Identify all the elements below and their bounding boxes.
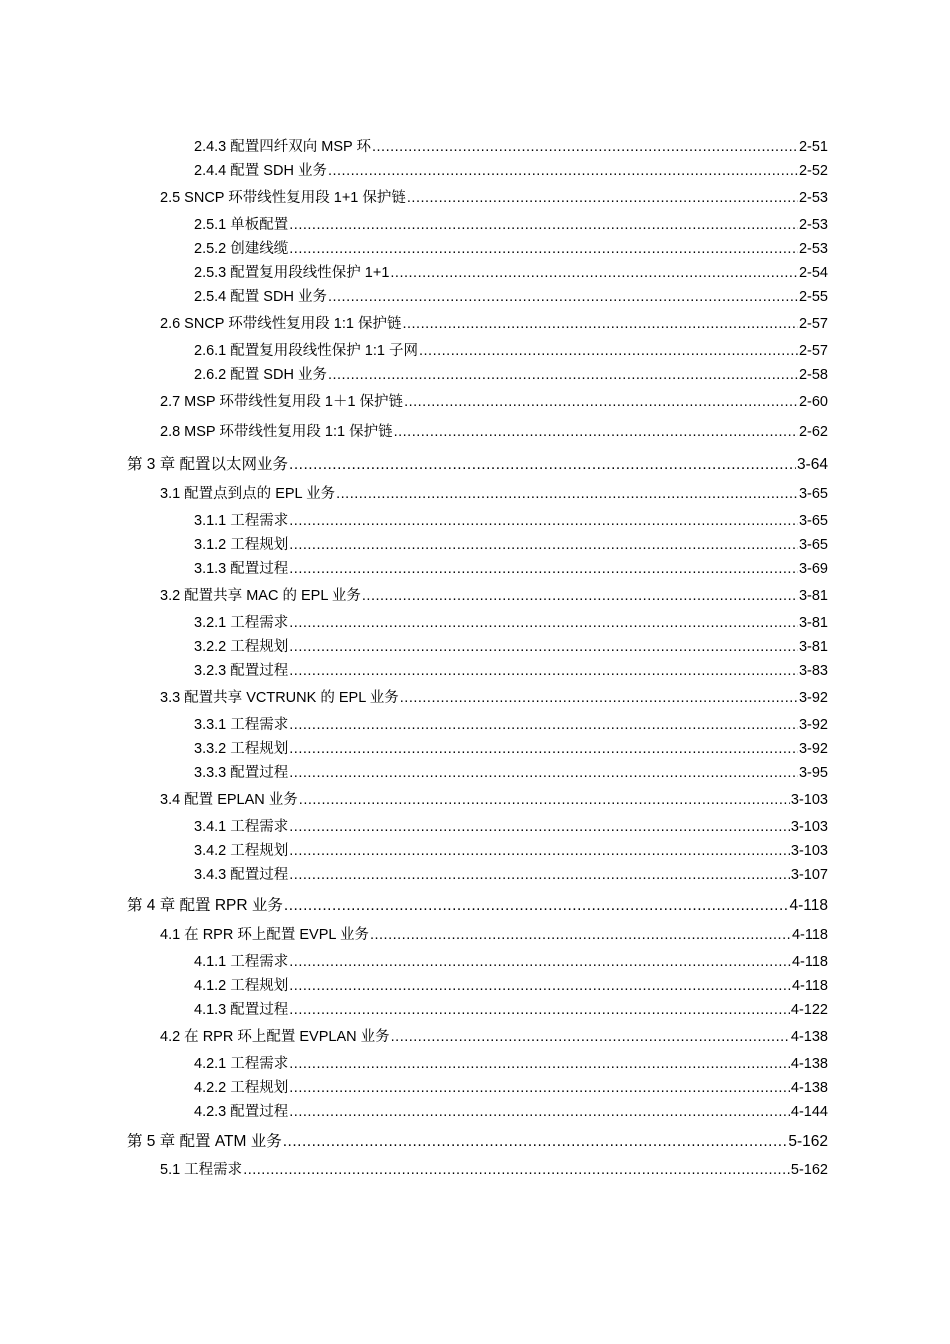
toc-entry[interactable]	[194, 137, 828, 157]
toc-dot-leader	[390, 263, 798, 283]
toc-page-number: 3-65	[798, 513, 828, 529]
toc-page-number: 3-69	[798, 561, 828, 577]
toc-dot-leader	[289, 637, 798, 657]
toc-entry[interactable]	[160, 586, 828, 606]
toc-dot-leader	[289, 661, 798, 681]
toc-chapter-entry[interactable]	[127, 896, 828, 916]
toc-entry[interactable]	[160, 925, 828, 945]
toc-entry-title: 3.3.3 配置过程	[194, 765, 289, 781]
toc-dot-leader	[289, 1000, 790, 1020]
toc-entry-title: 3.4 配置 EPLAN 业务	[160, 792, 298, 808]
toc-entry-title: 5.1 工程需求	[160, 1162, 243, 1178]
toc-entry-title: 3.2.1 工程需求	[194, 615, 289, 631]
toc-entry[interactable]	[194, 1102, 828, 1122]
toc-entry-title: 4.2.3 配置过程	[194, 1104, 289, 1120]
toc-dot-leader	[402, 314, 798, 334]
toc-dot-leader	[391, 1027, 790, 1047]
toc-entry-title: 2.5.2 创建线缆	[194, 241, 289, 257]
toc-dot-leader	[419, 341, 798, 361]
toc-dot-leader	[289, 841, 790, 861]
toc-dot-leader	[289, 535, 798, 555]
toc-page-number: 4-138	[790, 1029, 828, 1045]
toc-dot-leader	[328, 161, 798, 181]
toc-dot-leader	[372, 137, 798, 157]
toc-entry-title: 3.1 配置点到点的 EPL 业务	[160, 486, 336, 502]
toc-page-number: 3-65	[798, 537, 828, 553]
toc-entry[interactable]	[194, 841, 828, 861]
toc-entry[interactable]	[160, 422, 828, 442]
toc-entry[interactable]	[194, 559, 828, 579]
toc-entry-title: 3.3.2 工程规划	[194, 741, 289, 757]
toc-entry[interactable]	[194, 287, 828, 307]
toc-page-number: 2-51	[798, 139, 828, 155]
toc-entry[interactable]	[194, 263, 828, 283]
toc-dot-leader	[289, 763, 798, 783]
toc-page-number: 4-118	[791, 978, 828, 994]
toc-entry[interactable]	[194, 976, 828, 996]
toc-page-number: 4-122	[790, 1002, 828, 1018]
toc-page-number: 3-92	[798, 717, 828, 733]
toc-entry[interactable]	[194, 613, 828, 633]
toc-page-number: 2-62	[798, 424, 828, 440]
toc-entry[interactable]	[160, 188, 828, 208]
toc-entry-title: 3.1.2 工程规划	[194, 537, 289, 553]
toc-entry[interactable]	[194, 1054, 828, 1074]
toc-entry-title: 第 3 章 配置以太网业务	[127, 456, 289, 473]
toc-entry[interactable]	[194, 161, 828, 181]
toc-entry-title: 4.1.3 配置过程	[194, 1002, 289, 1018]
toc-entry-title: 4.1.1 工程需求	[194, 954, 289, 970]
toc-dot-leader	[336, 484, 798, 504]
toc-page-number: 3-103	[790, 792, 828, 808]
toc-page-number: 2-57	[798, 343, 828, 359]
toc-entry-title: 2.6 SNCP 环带线性复用段 1:1 保护链	[160, 316, 402, 332]
toc-dot-leader	[289, 1102, 790, 1122]
toc-page-number: 2-53	[798, 190, 828, 206]
toc-page-number: 3-103	[790, 819, 828, 835]
toc-page-number: 3-81	[798, 615, 828, 631]
toc-entry-title: 2.6.2 配置 SDH 业务	[194, 367, 327, 383]
toc-page-number: 4-138	[790, 1080, 828, 1096]
toc-dot-leader	[289, 613, 798, 633]
toc-entry-title: 4.1.2 工程规划	[194, 978, 289, 994]
toc-entry-title: 3.1.3 配置过程	[194, 561, 289, 577]
toc-page-number: 3-92	[798, 690, 828, 706]
toc-page-number: 2-52	[798, 163, 828, 179]
toc-entry[interactable]	[194, 215, 828, 235]
toc-dot-leader	[289, 865, 790, 885]
toc-dot-leader	[289, 1078, 790, 1098]
toc-dot-leader	[289, 511, 798, 531]
toc-dot-leader	[289, 739, 798, 759]
toc-entry-title: 2.5.4 配置 SDH 业务	[194, 289, 327, 305]
toc-page-number: 2-53	[798, 241, 828, 257]
toc-entry[interactable]	[160, 392, 828, 412]
toc-entry[interactable]	[194, 661, 828, 681]
toc-page-number: 3-64	[796, 456, 828, 473]
toc-page-number: 4-118	[791, 927, 828, 943]
toc-dot-leader	[328, 365, 798, 385]
toc-dot-leader	[289, 455, 796, 475]
toc-page-number: 3-81	[798, 639, 828, 655]
toc-entry-title: 3.2 配置共享 MAC 的 EPL 业务	[160, 588, 361, 604]
toc-dot-leader	[289, 1054, 790, 1074]
toc-entry-title: 2.7 MSP 环带线性复用段 1＋1 保护链	[160, 394, 404, 410]
toc-entry[interactable]	[194, 817, 828, 837]
toc-page-number: 3-81	[798, 588, 828, 604]
toc-page-number: 3-65	[798, 486, 828, 502]
toc-entry[interactable]	[160, 314, 828, 334]
toc-page-number: 2-60	[798, 394, 828, 410]
toc-entry-title: 2.5.3 配置复用段线性保护 1+1	[194, 265, 390, 281]
toc-entry-title: 3.3 配置共享 VCTRUNK 的 EPL 业务	[160, 690, 399, 706]
toc-entry-title: 4.2.2 工程规划	[194, 1080, 289, 1096]
toc-entry[interactable]	[160, 790, 828, 810]
toc-page-number: 2-53	[798, 217, 828, 233]
toc-page-number: 3-95	[798, 765, 828, 781]
toc-entry[interactable]	[194, 365, 828, 385]
toc-dot-leader	[284, 896, 789, 916]
toc-dot-leader	[243, 1160, 790, 1180]
toc-dot-leader	[289, 215, 798, 235]
toc-dot-leader	[370, 925, 791, 945]
toc-page-number: 2-58	[798, 367, 828, 383]
toc-dot-leader	[283, 1132, 788, 1152]
toc-entry-title: 2.6.1 配置复用段线性保护 1:1 子网	[194, 343, 418, 359]
toc-dot-leader	[299, 790, 790, 810]
toc-dot-leader	[394, 422, 798, 442]
toc-entry[interactable]	[194, 1000, 828, 1020]
toc-entry[interactable]	[194, 715, 828, 735]
toc-entry-title: 3.4.3 配置过程	[194, 867, 289, 883]
toc-entry[interactable]	[194, 763, 828, 783]
toc-chapter-entry[interactable]	[127, 1132, 828, 1152]
toc-page-number: 3-103	[790, 843, 828, 859]
toc-entry-title: 2.5.1 单板配置	[194, 217, 289, 233]
toc-dot-leader	[289, 952, 791, 972]
toc-entry-title: 2.8 MSP 环带线性复用段 1:1 保护链	[160, 424, 393, 440]
toc-entry[interactable]	[194, 239, 828, 259]
toc-page-number: 4-144	[790, 1104, 828, 1120]
toc-page-number: 5-162	[788, 1133, 828, 1150]
toc-entry-title: 4.2.1 工程需求	[194, 1056, 289, 1072]
toc-entry-title: 3.2.3 配置过程	[194, 663, 289, 679]
toc-dot-leader	[289, 559, 798, 579]
toc-entry[interactable]	[194, 952, 828, 972]
toc-entry[interactable]	[160, 484, 828, 504]
toc-entry[interactable]	[194, 739, 828, 759]
toc-page-number: 5-162	[790, 1162, 828, 1178]
toc-page-number: 4-138	[790, 1056, 828, 1072]
toc-page-number: 2-54	[798, 265, 828, 281]
toc-page-number: 2-57	[798, 316, 828, 332]
toc-dot-leader	[289, 976, 791, 996]
toc-entry[interactable]	[160, 688, 828, 708]
toc-entry[interactable]	[194, 341, 828, 361]
toc-dot-leader	[289, 239, 798, 259]
toc-entry[interactable]	[194, 865, 828, 885]
toc-entry[interactable]	[194, 535, 828, 555]
toc-entry-title: 2.4.4 配置 SDH 业务	[194, 163, 327, 179]
toc-page-number: 3-83	[798, 663, 828, 679]
toc-dot-leader	[362, 586, 798, 606]
toc-entry[interactable]	[160, 1027, 828, 1047]
toc-entry-title: 3.2.2 工程规划	[194, 639, 289, 655]
toc-page-number: 4-118	[791, 954, 828, 970]
toc-entry-title: 2.5 SNCP 环带线性复用段 1+1 保护链	[160, 190, 406, 206]
toc-entry[interactable]	[194, 637, 828, 657]
toc-entry[interactable]	[194, 1078, 828, 1098]
toc-page-number: 3-92	[798, 741, 828, 757]
toc-page-number: 3-107	[790, 867, 828, 883]
toc-page-number: 2-55	[798, 289, 828, 305]
toc-entry-title: 第 5 章 配置 ATM 业务	[127, 1133, 282, 1150]
toc-entry-title: 4.1 在 RPR 环上配置 EVPL 业务	[160, 927, 369, 943]
toc-entry[interactable]	[160, 1160, 828, 1180]
toc-dot-leader	[407, 188, 798, 208]
toc-entry-title: 3.3.1 工程需求	[194, 717, 289, 733]
toc-entry[interactable]	[194, 511, 828, 531]
toc-dot-leader	[328, 287, 798, 307]
toc-entry-title: 第 4 章 配置 RPR 业务	[127, 897, 283, 914]
toc-entry-title: 3.1.1 工程需求	[194, 513, 289, 529]
toc-entry-title: 4.2 在 RPR 环上配置 EVPLAN 业务	[160, 1029, 390, 1045]
toc-dot-leader	[404, 392, 798, 412]
toc-page-number: 4-118	[789, 897, 828, 914]
toc-dot-leader	[289, 715, 798, 735]
toc-entry-title: 3.4.1 工程需求	[194, 819, 289, 835]
toc-dot-leader	[289, 817, 790, 837]
toc-chapter-entry[interactable]	[127, 455, 828, 475]
toc-dot-leader	[400, 688, 798, 708]
toc-entry-title: 2.4.3 配置四纤双向 MSP 环	[194, 139, 371, 155]
toc-entry-title: 3.4.2 工程规划	[194, 843, 289, 859]
